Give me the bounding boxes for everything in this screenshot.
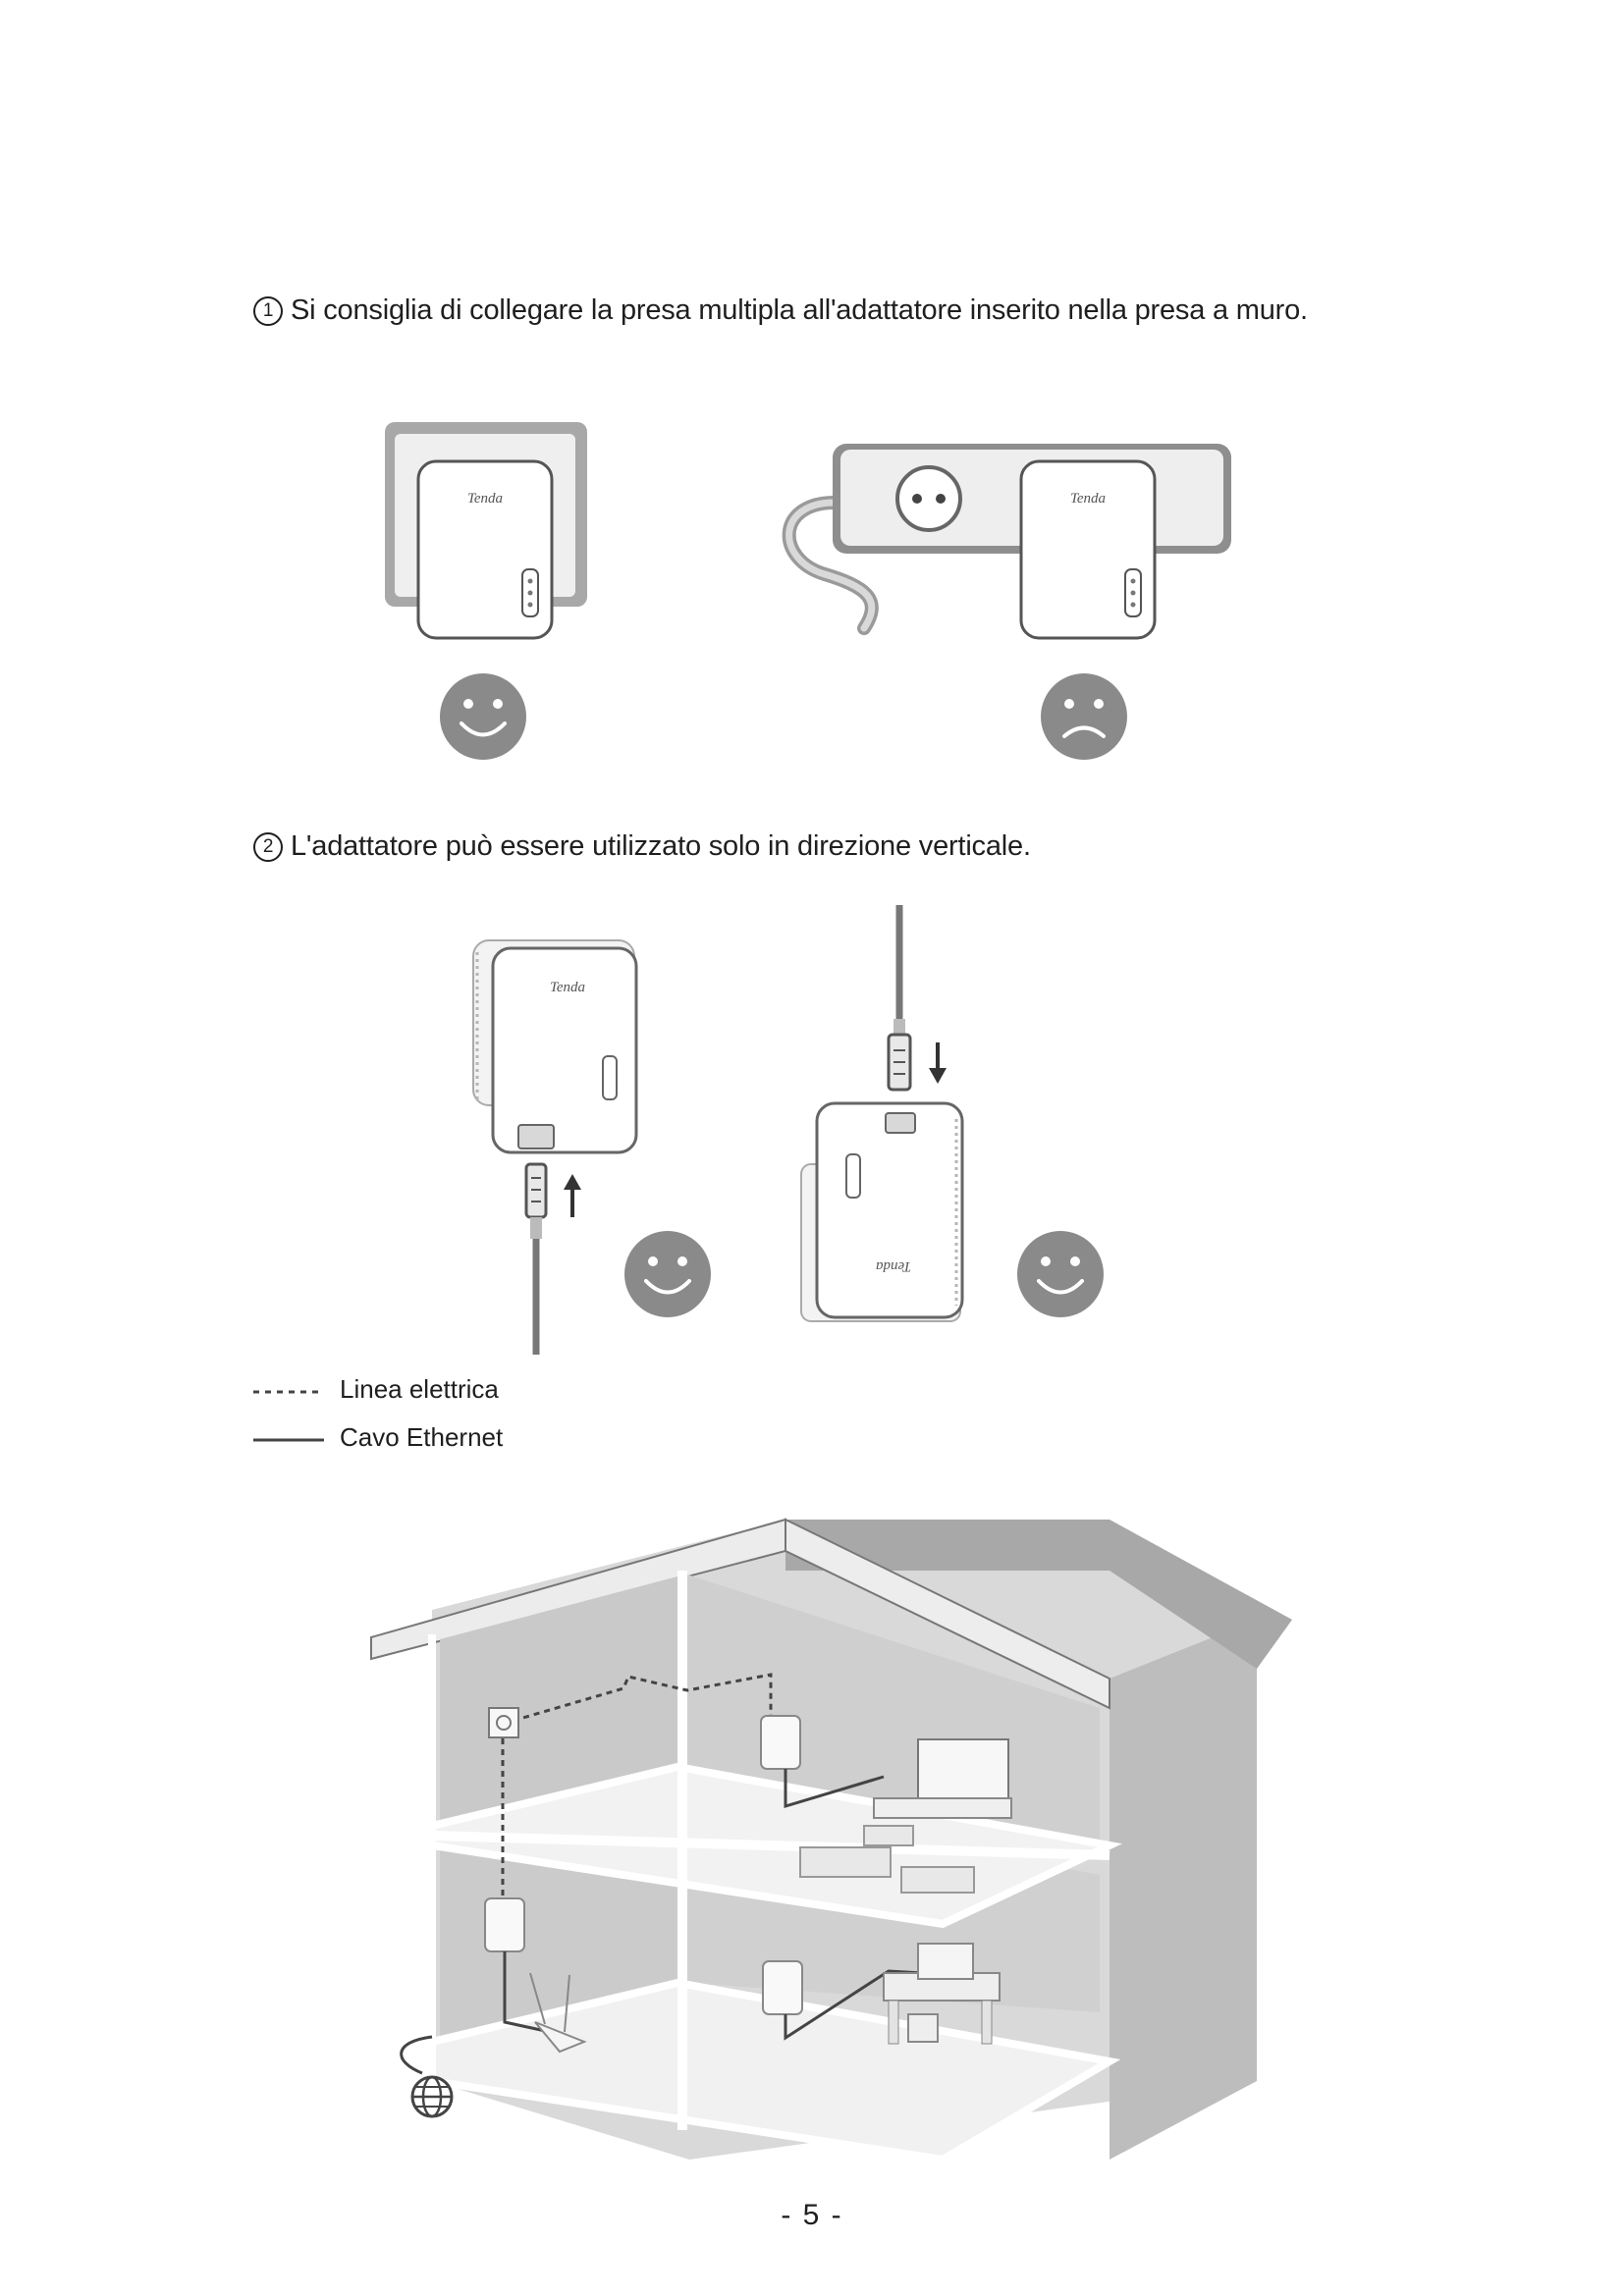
smiley-happy-icon [1017, 1231, 1104, 1317]
brand-label: Tenda [549, 980, 586, 995]
brand-label: Tenda [875, 1258, 912, 1274]
adapter-upright-cable-bottom [473, 940, 636, 1355]
instruction-2-text: L'adattatore può essere utilizzato solo in direzione verticale. [291, 830, 1031, 862]
brand-label: Tenda [466, 491, 504, 507]
legend-ethernet-label: Cavo Ethernet [340, 1422, 504, 1452]
adapter-inverted-cable-top [801, 905, 962, 1321]
house-network-illustration [371, 1520, 1292, 2160]
smiley-happy-icon [440, 673, 526, 760]
page-number: - 5 - [781, 2199, 843, 2231]
brand-label: Tenda [1069, 491, 1107, 507]
power-strip-adapter-bad [789, 444, 1231, 638]
step-number-1: 1 [253, 296, 283, 326]
globe-icon [412, 2077, 452, 2116]
instruction-1-text: Si consiglia di collegare la presa multipla all'adattatore inserito nella presa a muro. [291, 294, 1308, 326]
instruction-2 [253, 830, 1031, 863]
wall-plate-adapter-good [385, 422, 587, 638]
smiley-sad-icon [1041, 673, 1127, 760]
step-number-2: 2 [253, 832, 283, 862]
smiley-happy-icon [624, 1231, 711, 1317]
legend-power-line-label: Linea elettrica [340, 1374, 499, 1404]
